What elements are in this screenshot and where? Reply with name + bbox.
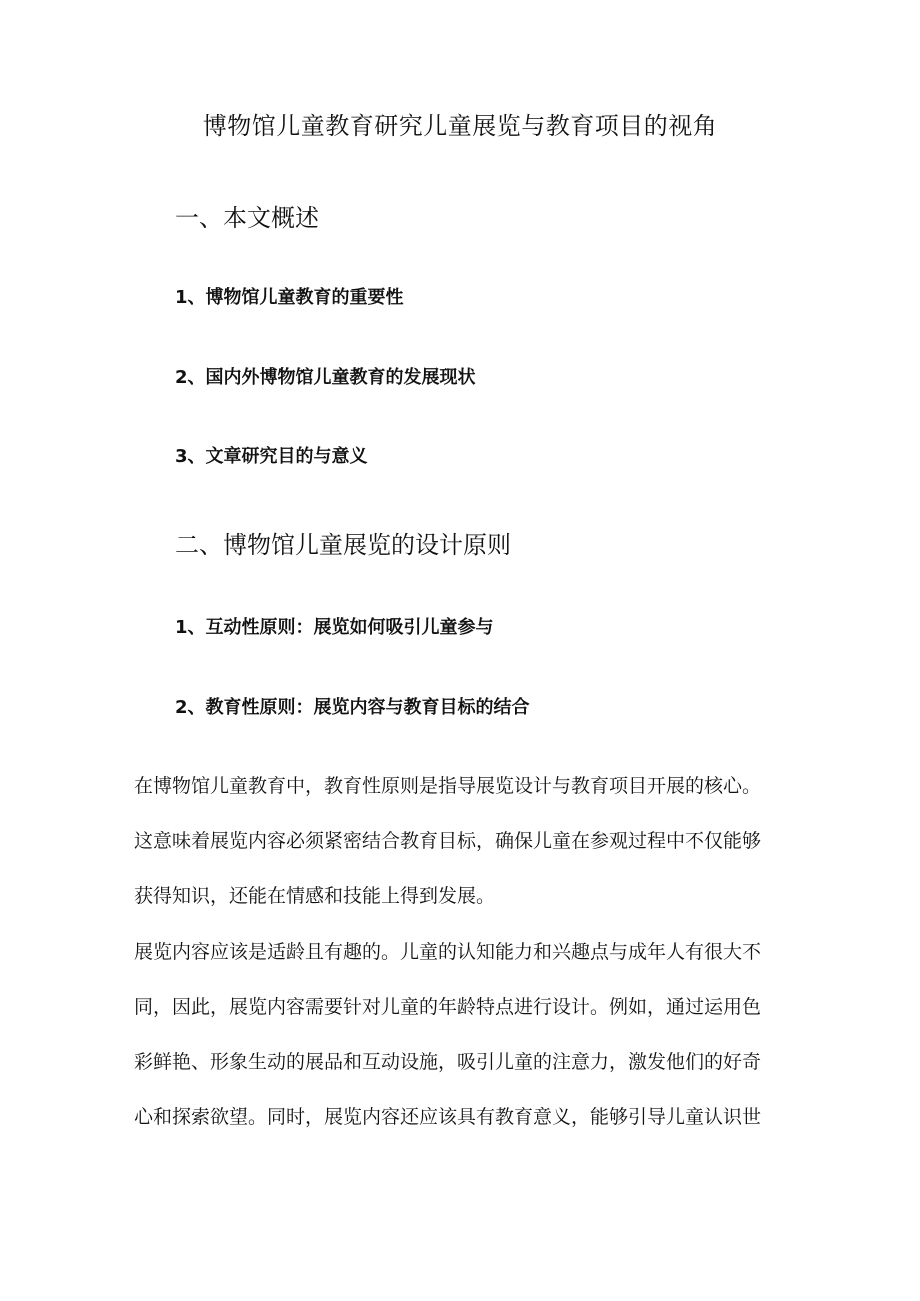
subheading-research-purpose: 3、文章研究目的与意义: [175, 446, 368, 467]
paragraph-line: 展览内容应该是适龄且有趣的。儿童的认知能力和兴趣点与成年人有很大不: [134, 941, 762, 963]
subheading-development-status: 2、国内外博物馆儿童教育的发展现状: [175, 367, 476, 388]
paragraph-line: 获得知识，还能在情感和技能上得到发展。: [134, 885, 496, 907]
subheading-interactivity-principle: 1、互动性原则：展览如何吸引儿童参与: [175, 617, 494, 638]
paragraph-line: 在博物馆儿童教育中，教育性原则是指导展览设计与教育项目开展的核心。: [134, 775, 762, 797]
section-heading-design-principles: 二、博物馆儿童展览的设计原则: [175, 531, 511, 559]
subheading-importance: 1、博物馆儿童教育的重要性: [175, 287, 404, 308]
paragraph-line: 同，因此，展览内容需要针对儿童的年龄特点进行设计。例如，通过运用色: [134, 996, 762, 1018]
section-heading-overview: 一、本文概述: [175, 204, 319, 232]
paragraph-line: 彩鲜艳、形象生动的展品和互动设施，吸引儿童的注意力，激发他们的好奇: [134, 1051, 762, 1073]
document-title: 博物馆儿童教育研究儿童展览与教育项目的视角: [202, 112, 718, 140]
subheading-educational-principle: 2、教育性原则：展览内容与教育目标的结合: [175, 697, 530, 718]
paragraph-line: 心和探索欲望。同时，展览内容还应该具有教育意义，能够引导儿童认识世: [134, 1106, 762, 1128]
paragraph-line: 这意味着展览内容必须紧密结合教育目标，确保儿童在参观过程中不仅能够: [134, 830, 762, 852]
